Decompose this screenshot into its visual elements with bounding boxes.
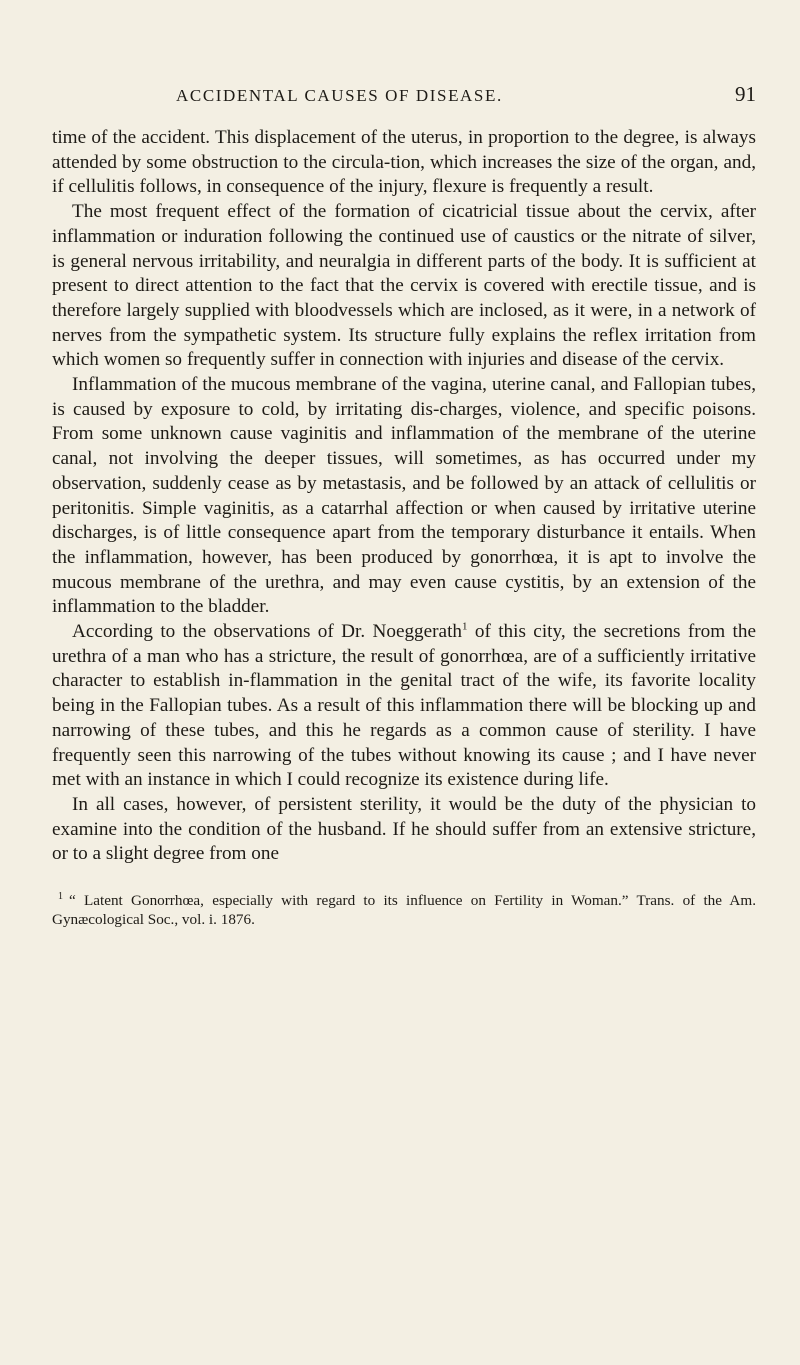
paragraph-text: According to the observations of Dr. Noeggerath <box>72 621 462 643</box>
paragraph <box>52 620 756 793</box>
paragraph: Inflammation of the mucous membrane of the vagina, uterine canal, and Fallopian tubes, is caused by exposure to cold, by irritating dis-charges, violence, and specific poisons. From some unknown cause vaginitis and inflammation of the membrane of the uterine canal, not involving the deeper tissues, will sometimes, as has occurred under my observation, suddenly cease as by metastasis, and be followed by an attack of cellulitis or peritonitis. Simple vaginitis, as a catarrhal affection or when caused by irritative uterine discharges, is of little consequence apart from the temporary disturbance it entails. When the inflammation, however, has been produced by gonorrhœa, it is apt to involve the mucous membrane of the urethra, and may even cause cystitis, by an extension of the inflammation to the bladder. <box>52 374 756 618</box>
footnote <box>52 891 756 929</box>
paragraph-text: of this city, the secretions from the urethra of a man who has a stricture, the result of gonorrhœa, are of a sufficiently irritative character to establish in-flammation in the genital tract of the wife, its favorite locality being in the Fallopian tubes. As a result of this inflammation there will be blocking up and narrowing of these tubes, and this he regards as a common cause of sterility. I have frequently seen this narrowing of the tubes without knowing its cause ; and I have never met with an instance in which I could recognize its existence during life. <box>52 621 756 791</box>
body-text <box>52 126 756 867</box>
footnote-mark: 1 <box>58 891 63 903</box>
paragraph: The most frequent effect of the formation of cicatricial tissue about the cervix, after inflammation or induration following the continued use of caustics or the nitrate of silver, is general nervous irritability, and neuralgia in different parts of the body. It is sufficient at present to direct attention to the fact that the cervix is covered with erectile tissue, and is therefore largely supplied with bloodvessels which are inclosed, as it were, in a network of nerves from the sympathetic system. Its structure fully explains the reflex irritation from which women so frequently suffer in connection with injuries and disease of the cervix. <box>52 201 756 371</box>
book-page <box>52 82 756 929</box>
paragraph: time of the accident. This displacement of the uterus, in proportion to the degree, is always attended by some obstruction to the circula-tion, which increases the size of the organ, and, if cellulitis follows, in consequence of the injury, flexure is frequently a result. <box>52 127 756 198</box>
paragraph: In all cases, however, of persistent sterility, it would be the duty of the physician to examine into the condition of the husband. If he should suffer from an extensive stricture, or to a slight degree from one <box>52 793 756 865</box>
footnote-text: “ Latent Gonorrhœa, especially with regard to its influence on Fertility in Woman.” Trans. of the Am. Gynæcological Soc., vol. i. 1876. <box>52 892 756 929</box>
page-number: 91 <box>735 82 756 106</box>
running-title: ACCIDENTAL CAUSES OF DISEASE. <box>176 86 503 105</box>
footnote-reference: 1 <box>462 620 468 633</box>
page-header <box>52 82 756 114</box>
